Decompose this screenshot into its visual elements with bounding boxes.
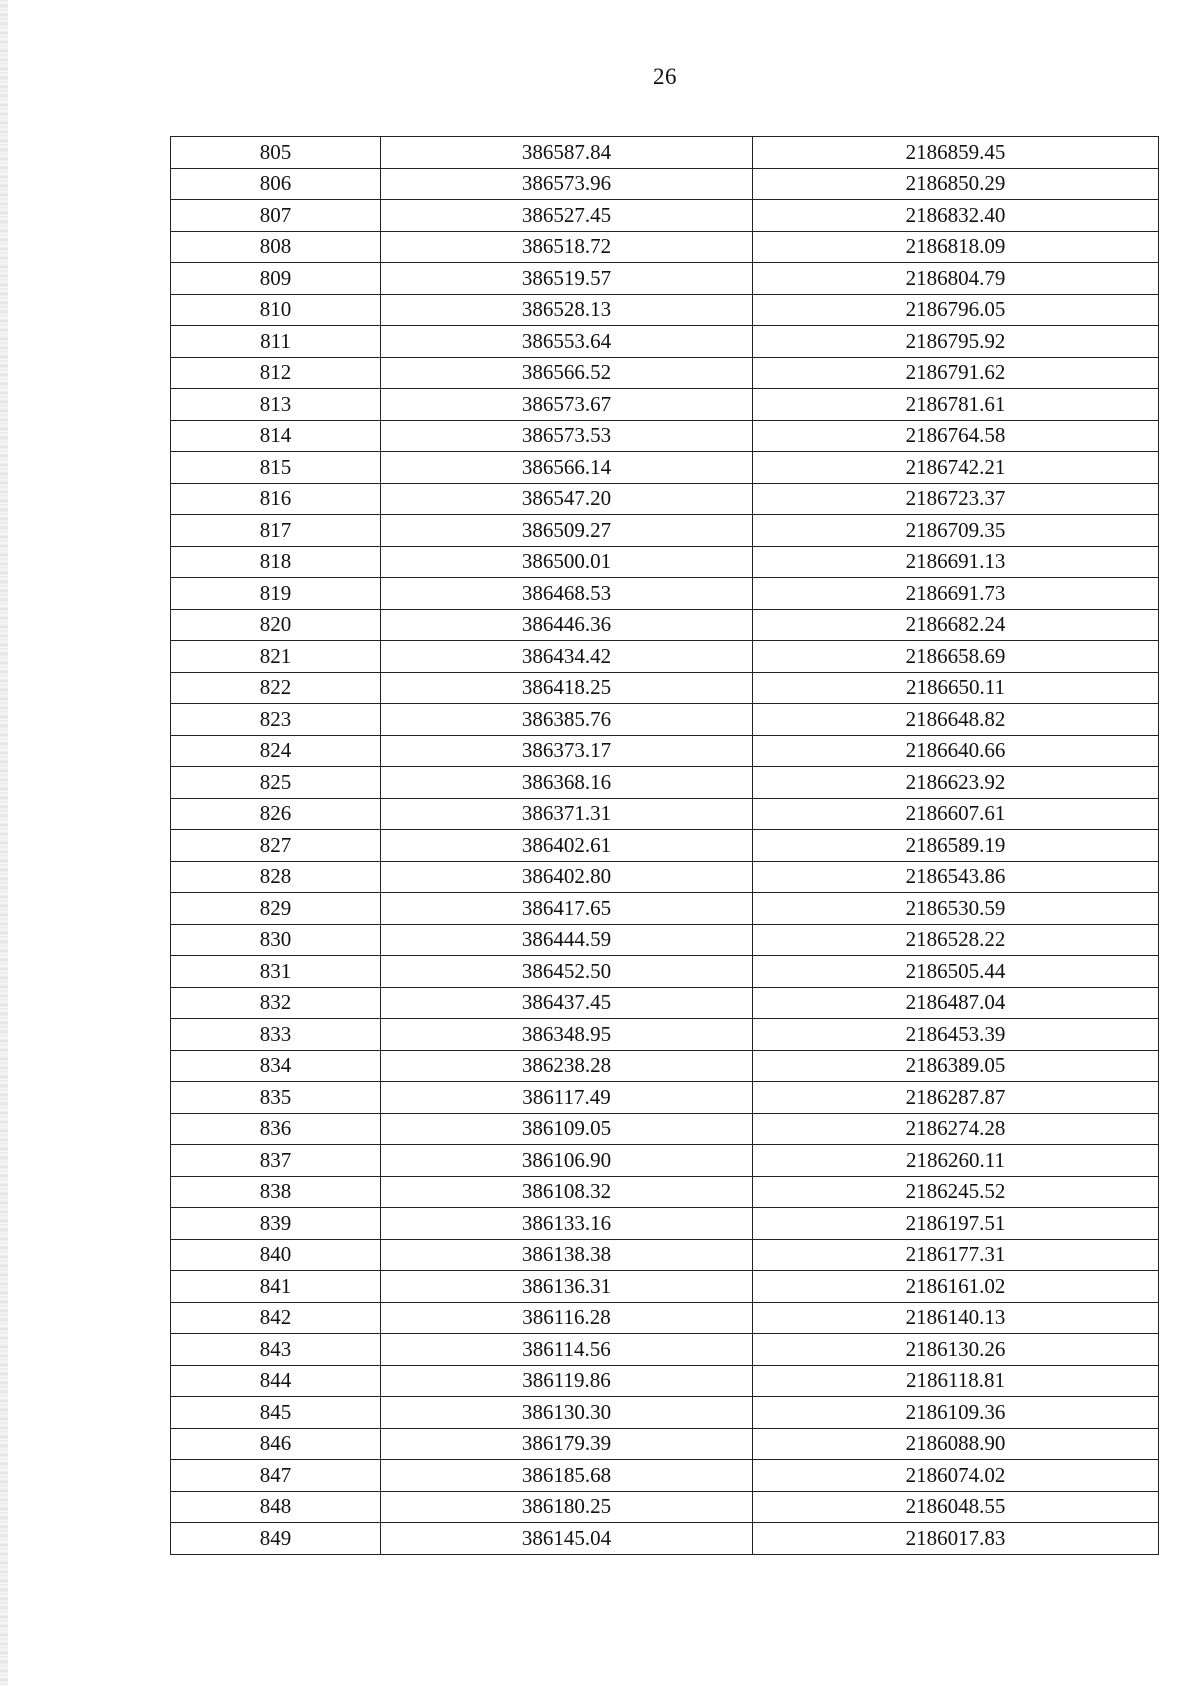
point-number-cell: 808: [171, 231, 381, 263]
x-coordinate-cell: 386573.96: [381, 168, 753, 200]
x-coordinate-cell: 386468.53: [381, 578, 753, 610]
x-coordinate-cell: 386446.36: [381, 609, 753, 641]
x-coordinate-cell: 386385.76: [381, 704, 753, 736]
point-number-cell: 816: [171, 483, 381, 515]
x-coordinate-cell: 386138.38: [381, 1239, 753, 1271]
table-row: [171, 861, 1159, 893]
x-coordinate-cell: 386587.84: [381, 137, 753, 169]
point-number-cell: 818: [171, 546, 381, 578]
x-coordinate-cell: 386528.13: [381, 294, 753, 326]
x-coordinate-cell: 386106.90: [381, 1145, 753, 1177]
point-number-cell: 832: [171, 987, 381, 1019]
point-number-cell: 836: [171, 1113, 381, 1145]
y-coordinate-cell: 2186850.29: [753, 168, 1159, 200]
point-number-cell: 814: [171, 420, 381, 452]
table-row: [171, 1145, 1159, 1177]
table-row: [171, 672, 1159, 704]
table-row: [171, 294, 1159, 326]
y-coordinate-cell: 2186048.55: [753, 1491, 1159, 1523]
x-coordinate-cell: 386566.14: [381, 452, 753, 484]
x-coordinate-cell: 386109.05: [381, 1113, 753, 1145]
point-number-cell: 817: [171, 515, 381, 547]
x-coordinate-cell: 386373.17: [381, 735, 753, 767]
table-row: [171, 735, 1159, 767]
table-row: [171, 1082, 1159, 1114]
table-row: [171, 263, 1159, 295]
y-coordinate-cell: 2186796.05: [753, 294, 1159, 326]
table-row: [171, 1365, 1159, 1397]
point-number-cell: 812: [171, 357, 381, 389]
x-coordinate-cell: 386547.20: [381, 483, 753, 515]
point-number-cell: 824: [171, 735, 381, 767]
x-coordinate-cell: 386519.57: [381, 263, 753, 295]
point-number-cell: 806: [171, 168, 381, 200]
table-row: [171, 1491, 1159, 1523]
y-coordinate-cell: 2186530.59: [753, 893, 1159, 925]
point-number-cell: 846: [171, 1428, 381, 1460]
x-coordinate-cell: 386434.42: [381, 641, 753, 673]
y-coordinate-cell: 2186691.13: [753, 546, 1159, 578]
table-row: [171, 168, 1159, 200]
point-number-cell: 835: [171, 1082, 381, 1114]
coordinate-table: [170, 136, 1159, 1555]
point-number-cell: 805: [171, 137, 381, 169]
point-number-cell: 831: [171, 956, 381, 988]
x-coordinate-cell: 386180.25: [381, 1491, 753, 1523]
table-row: [171, 357, 1159, 389]
table-row: [171, 483, 1159, 515]
table-row: [171, 1050, 1159, 1082]
x-coordinate-cell: 386417.65: [381, 893, 753, 925]
point-number-cell: 821: [171, 641, 381, 673]
y-coordinate-cell: 2186528.22: [753, 924, 1159, 956]
y-coordinate-cell: 2186453.39: [753, 1019, 1159, 1051]
y-coordinate-cell: 2186691.73: [753, 578, 1159, 610]
table-row: [171, 1334, 1159, 1366]
page-number: 26: [653, 64, 677, 89]
table-row: [171, 1176, 1159, 1208]
point-number-cell: 845: [171, 1397, 381, 1429]
y-coordinate-cell: 2186640.66: [753, 735, 1159, 767]
y-coordinate-cell: 2186742.21: [753, 452, 1159, 484]
point-number-cell: 810: [171, 294, 381, 326]
point-number-cell: 828: [171, 861, 381, 893]
x-coordinate-cell: 386402.61: [381, 830, 753, 862]
point-number-cell: 837: [171, 1145, 381, 1177]
point-number-cell: 813: [171, 389, 381, 421]
point-number-cell: 819: [171, 578, 381, 610]
table-row: [171, 326, 1159, 358]
x-coordinate-cell: 386444.59: [381, 924, 753, 956]
table-row: [171, 389, 1159, 421]
y-coordinate-cell: 2186781.61: [753, 389, 1159, 421]
y-coordinate-cell: 2186795.92: [753, 326, 1159, 358]
point-number-cell: 825: [171, 767, 381, 799]
table-row: [171, 137, 1159, 169]
x-coordinate-cell: 386418.25: [381, 672, 753, 704]
point-number-cell: 827: [171, 830, 381, 862]
table-row: [171, 578, 1159, 610]
y-coordinate-cell: 2186818.09: [753, 231, 1159, 263]
y-coordinate-cell: 2186859.45: [753, 137, 1159, 169]
table-row: [171, 1208, 1159, 1240]
point-number-cell: 822: [171, 672, 381, 704]
x-coordinate-cell: 386238.28: [381, 1050, 753, 1082]
point-number-cell: 811: [171, 326, 381, 358]
table-row: [171, 767, 1159, 799]
table-row: [171, 200, 1159, 232]
x-coordinate-cell: 386437.45: [381, 987, 753, 1019]
point-number-cell: 843: [171, 1334, 381, 1366]
x-coordinate-cell: 386179.39: [381, 1428, 753, 1460]
y-coordinate-cell: 2186274.28: [753, 1113, 1159, 1145]
point-number-cell: 834: [171, 1050, 381, 1082]
table-row: [171, 798, 1159, 830]
y-coordinate-cell: 2186804.79: [753, 263, 1159, 295]
y-coordinate-cell: 2186723.37: [753, 483, 1159, 515]
x-coordinate-cell: 386185.68: [381, 1460, 753, 1492]
table-row: [171, 231, 1159, 263]
x-coordinate-cell: 386402.80: [381, 861, 753, 893]
table-row: [171, 1019, 1159, 1051]
point-number-cell: 815: [171, 452, 381, 484]
y-coordinate-cell: 2186109.36: [753, 1397, 1159, 1429]
x-coordinate-cell: 386116.28: [381, 1302, 753, 1334]
table-row: [171, 987, 1159, 1019]
y-coordinate-cell: 2186543.86: [753, 861, 1159, 893]
point-number-cell: 826: [171, 798, 381, 830]
table-row: [171, 452, 1159, 484]
y-coordinate-cell: 2186389.05: [753, 1050, 1159, 1082]
point-number-cell: 842: [171, 1302, 381, 1334]
point-number-cell: 841: [171, 1271, 381, 1303]
y-coordinate-cell: 2186287.87: [753, 1082, 1159, 1114]
point-number-cell: 829: [171, 893, 381, 925]
point-number-cell: 849: [171, 1523, 381, 1555]
x-coordinate-cell: 386500.01: [381, 546, 753, 578]
y-coordinate-cell: 2186088.90: [753, 1428, 1159, 1460]
table-row: [171, 956, 1159, 988]
y-coordinate-cell: 2186245.52: [753, 1176, 1159, 1208]
x-coordinate-cell: 386553.64: [381, 326, 753, 358]
table-row: [171, 1428, 1159, 1460]
table-row: [171, 515, 1159, 547]
point-number-cell: 823: [171, 704, 381, 736]
table-row: [171, 420, 1159, 452]
point-number-cell: 807: [171, 200, 381, 232]
y-coordinate-cell: 2186650.11: [753, 672, 1159, 704]
table-row: [171, 1460, 1159, 1492]
table-row: [171, 1113, 1159, 1145]
x-coordinate-cell: 386452.50: [381, 956, 753, 988]
y-coordinate-cell: 2186505.44: [753, 956, 1159, 988]
x-coordinate-cell: 386368.16: [381, 767, 753, 799]
y-coordinate-cell: 2186832.40: [753, 200, 1159, 232]
table-row: [171, 704, 1159, 736]
table-row: [171, 1523, 1159, 1555]
y-coordinate-cell: 2186260.11: [753, 1145, 1159, 1177]
table-row: [171, 1302, 1159, 1334]
point-number-cell: 838: [171, 1176, 381, 1208]
y-coordinate-cell: 2186074.02: [753, 1460, 1159, 1492]
x-coordinate-cell: 386518.72: [381, 231, 753, 263]
table-row: [171, 924, 1159, 956]
x-coordinate-cell: 386145.04: [381, 1523, 753, 1555]
y-coordinate-cell: 2186682.24: [753, 609, 1159, 641]
y-coordinate-cell: 2186589.19: [753, 830, 1159, 862]
x-coordinate-cell: 386566.52: [381, 357, 753, 389]
x-coordinate-cell: 386509.27: [381, 515, 753, 547]
point-number-cell: 848: [171, 1491, 381, 1523]
y-coordinate-cell: 2186764.58: [753, 420, 1159, 452]
y-coordinate-cell: 2186487.04: [753, 987, 1159, 1019]
table-row: [171, 830, 1159, 862]
y-coordinate-cell: 2186607.61: [753, 798, 1159, 830]
y-coordinate-cell: 2186709.35: [753, 515, 1159, 547]
x-coordinate-cell: 386573.67: [381, 389, 753, 421]
x-coordinate-cell: 386573.53: [381, 420, 753, 452]
x-coordinate-cell: 386527.45: [381, 200, 753, 232]
point-number-cell: 809: [171, 263, 381, 295]
point-number-cell: 833: [171, 1019, 381, 1051]
y-coordinate-cell: 2186791.62: [753, 357, 1159, 389]
table-row: [171, 1239, 1159, 1271]
point-number-cell: 830: [171, 924, 381, 956]
point-number-cell: 839: [171, 1208, 381, 1240]
y-coordinate-cell: 2186130.26: [753, 1334, 1159, 1366]
coordinate-table-body: [171, 137, 1159, 1555]
table-row: [171, 609, 1159, 641]
y-coordinate-cell: 2186177.31: [753, 1239, 1159, 1271]
y-coordinate-cell: 2186017.83: [753, 1523, 1159, 1555]
y-coordinate-cell: 2186140.13: [753, 1302, 1159, 1334]
x-coordinate-cell: 386117.49: [381, 1082, 753, 1114]
x-coordinate-cell: 386136.31: [381, 1271, 753, 1303]
table-row: [171, 546, 1159, 578]
y-coordinate-cell: 2186118.81: [753, 1365, 1159, 1397]
table-row: [171, 1271, 1159, 1303]
point-number-cell: 840: [171, 1239, 381, 1271]
point-number-cell: 847: [171, 1460, 381, 1492]
y-coordinate-cell: 2186648.82: [753, 704, 1159, 736]
y-coordinate-cell: 2186658.69: [753, 641, 1159, 673]
point-number-cell: 844: [171, 1365, 381, 1397]
y-coordinate-cell: 2186623.92: [753, 767, 1159, 799]
table-row: [171, 641, 1159, 673]
point-number-cell: 820: [171, 609, 381, 641]
x-coordinate-cell: 386348.95: [381, 1019, 753, 1051]
table-row: [171, 1397, 1159, 1429]
x-coordinate-cell: 386371.31: [381, 798, 753, 830]
scan-edge: [0, 0, 8, 1686]
y-coordinate-cell: 2186161.02: [753, 1271, 1159, 1303]
table-row: [171, 893, 1159, 925]
x-coordinate-cell: 386108.32: [381, 1176, 753, 1208]
x-coordinate-cell: 386133.16: [381, 1208, 753, 1240]
x-coordinate-cell: 386130.30: [381, 1397, 753, 1429]
x-coordinate-cell: 386114.56: [381, 1334, 753, 1366]
y-coordinate-cell: 2186197.51: [753, 1208, 1159, 1240]
x-coordinate-cell: 386119.86: [381, 1365, 753, 1397]
